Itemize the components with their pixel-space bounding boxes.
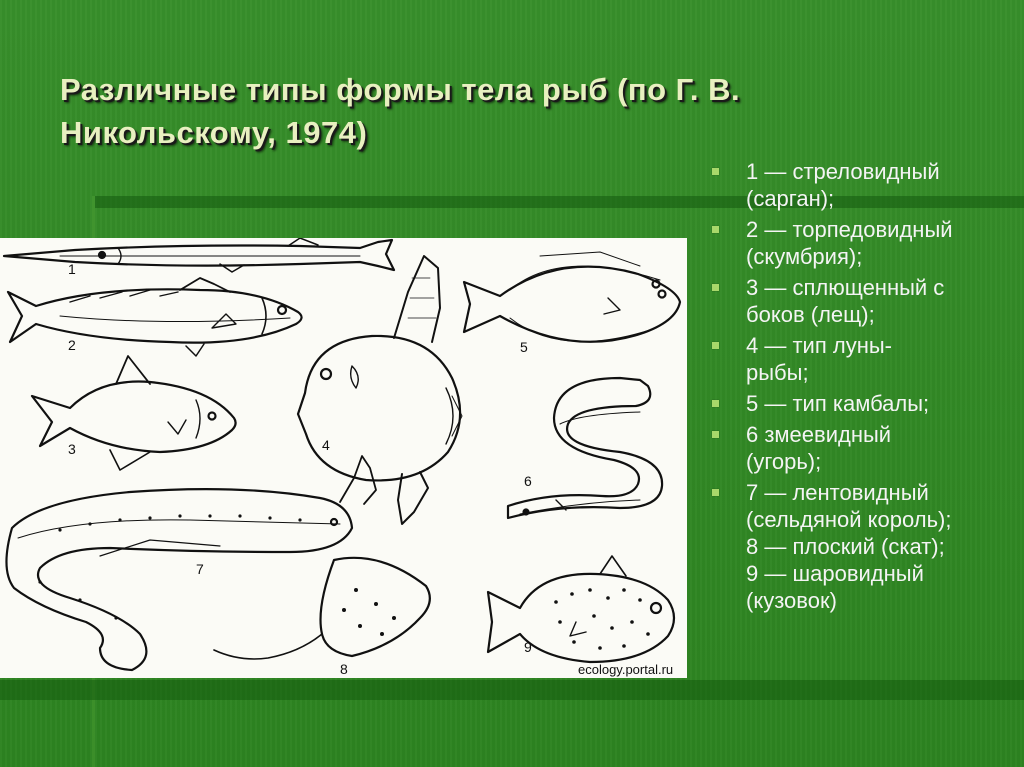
fig-number-8: 8 xyxy=(340,661,348,677)
fig-number-5: 5 xyxy=(520,339,528,355)
list-item xyxy=(708,390,1018,417)
body-shape-list xyxy=(708,158,1018,618)
fig-number-3: 3 xyxy=(68,441,76,457)
list-item-line: (сельдяной король); xyxy=(746,507,952,532)
list-item-line: (сарган); xyxy=(746,186,835,211)
sunfish-drawing xyxy=(298,256,462,524)
list-item-line: 8 — плоский (скат); xyxy=(746,534,945,559)
bullet-square-icon xyxy=(712,284,719,291)
slide-title xyxy=(60,68,940,154)
fish-drawing-canvas xyxy=(0,238,687,678)
fig-number-1: 1 xyxy=(68,261,76,277)
flounder-drawing xyxy=(464,252,680,342)
image-watermark: ecology.portal.ru xyxy=(578,662,674,677)
list-item-line: 1 — стреловидный xyxy=(746,159,940,184)
garfish-drawing xyxy=(4,238,394,272)
list-item-line: (скумбрия); xyxy=(746,244,863,269)
fish-body-shapes-illustration xyxy=(0,238,687,678)
bullet-square-icon xyxy=(712,342,719,349)
bullet-square-icon xyxy=(712,400,719,407)
fig-number-4: 4 xyxy=(322,437,330,453)
eel-drawing xyxy=(508,378,662,518)
list-item-line: (кузовок) xyxy=(746,588,837,613)
list-item-line: (угорь); xyxy=(746,449,822,474)
fig-number-7: 7 xyxy=(196,561,204,577)
ray-drawing xyxy=(214,558,430,659)
list-item xyxy=(708,479,1018,614)
list-item-line: 5 — тип камбалы; xyxy=(746,391,930,416)
list-item-line: 2 — торпедовидный xyxy=(746,217,953,242)
list-item-line: 9 — шаровидный xyxy=(746,561,924,586)
list-item-line: боков (лещ); xyxy=(746,302,875,327)
decorative-band-bottom xyxy=(0,680,1024,700)
list-item xyxy=(708,158,1018,212)
fig-number-9: 9 xyxy=(524,639,532,655)
fig-number-6: 6 xyxy=(524,473,532,489)
bullet-square-icon xyxy=(712,489,719,496)
bullet-square-icon xyxy=(712,168,719,175)
bream-drawing xyxy=(32,356,236,470)
list-item-line: 3 — сплющенный с xyxy=(746,275,945,300)
slide-title-line-2: Никольскому, 1974) xyxy=(60,115,368,150)
bullet-square-icon xyxy=(712,431,719,438)
list-item xyxy=(708,216,1018,270)
list-item-line: рыбы; xyxy=(746,360,809,385)
list-item xyxy=(708,332,1018,386)
mackerel-drawing xyxy=(8,278,302,356)
boxfish-drawing xyxy=(488,556,674,662)
oarfish-drawing xyxy=(6,456,376,670)
list-item xyxy=(708,274,1018,328)
fig-number-2: 2 xyxy=(68,337,76,353)
list-item-line: 7 — лентовидный xyxy=(746,480,929,505)
list-item-line: 4 — тип луны- xyxy=(746,333,892,358)
bullet-square-icon xyxy=(712,226,719,233)
slide-title-line-1: Различные типы формы тела рыб (по Г. В. xyxy=(60,72,741,107)
list-item xyxy=(708,421,1018,475)
list-item-line: 6 змеевидный xyxy=(746,422,892,447)
